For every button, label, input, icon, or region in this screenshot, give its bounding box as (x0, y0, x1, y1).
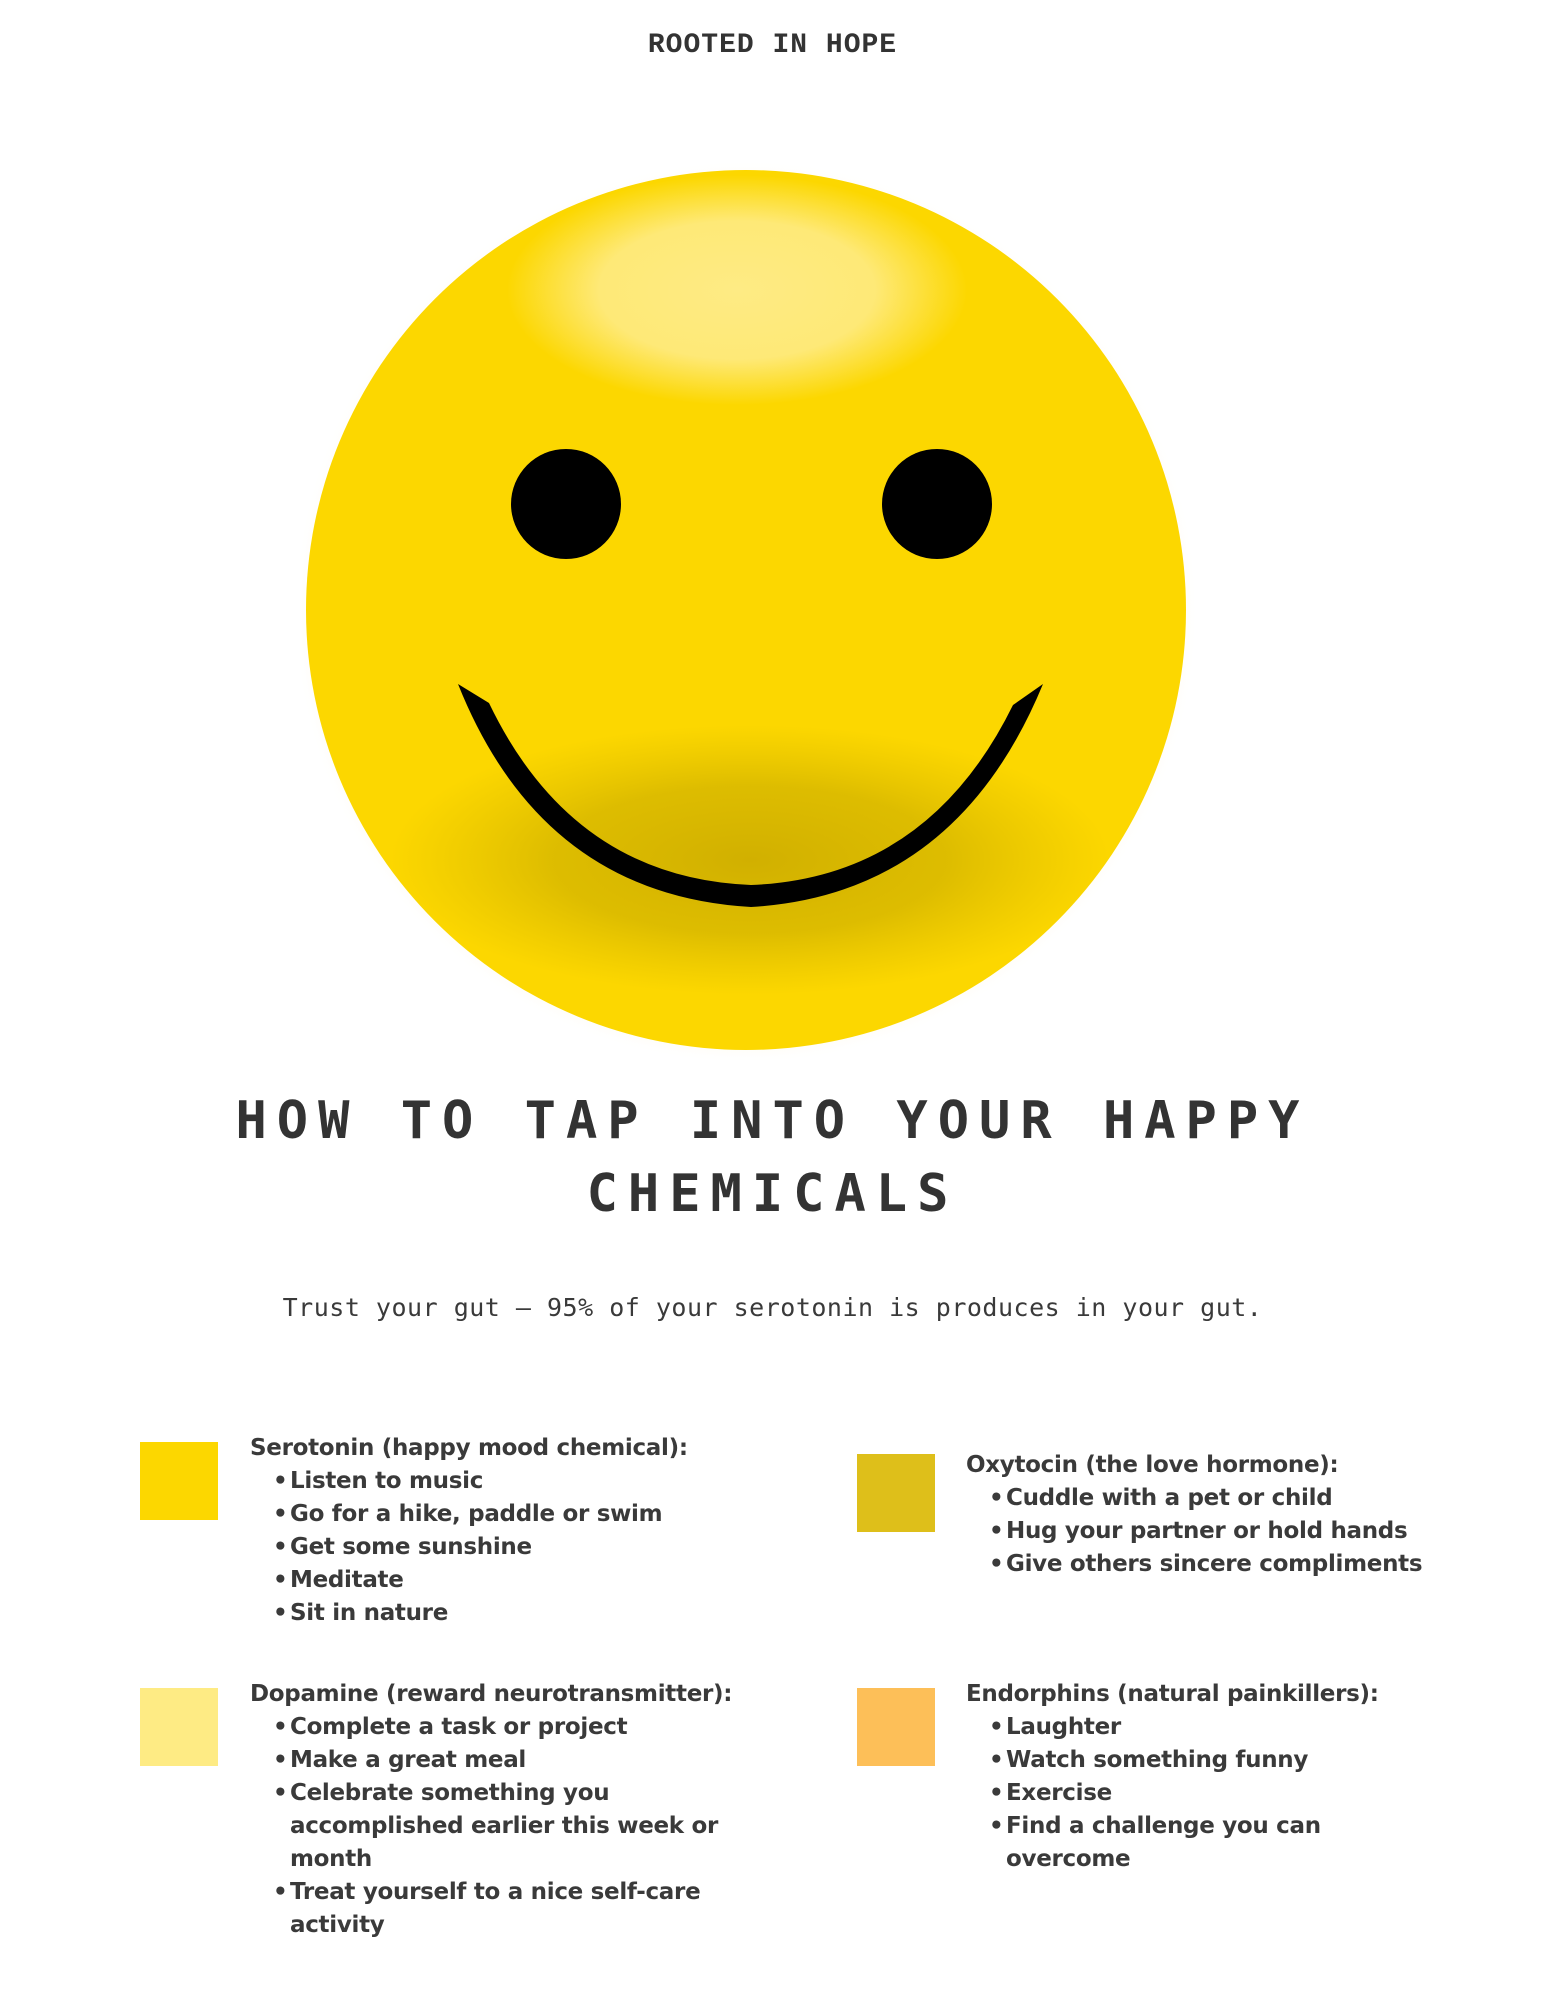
page-title-line-2: CHEMICALS (586, 1164, 959, 1224)
list-item: • Cuddle with a pet or child (1006, 1482, 1486, 1515)
smiley-face-icon (300, 160, 1200, 1060)
dopamine-color-swatch (140, 1688, 218, 1766)
serotonin-list (250, 1465, 770, 1630)
endorphins-list (966, 1711, 1486, 1876)
list-item: • Sit in nature (290, 1597, 770, 1630)
page-title-line-1: HOW TO TAP INTO YOUR HAPPY (235, 1091, 1310, 1151)
oxytocin-heading: Oxytocin (the love hormone): (966, 1452, 1339, 1478)
list-item: • Give others sincere compliments (1006, 1548, 1486, 1581)
endorphins-heading: Endorphins (natural painkillers): (966, 1681, 1379, 1707)
list-item: accomplished earlier this week or (290, 1813, 719, 1839)
list-item: • Hug your partner or hold hands (1006, 1515, 1486, 1548)
oxytocin-list (966, 1482, 1486, 1581)
list-item: • Watch something funny (1006, 1744, 1486, 1777)
list-item: • Find a challenge you can (1006, 1810, 1486, 1843)
list-item: month (290, 1846, 373, 1872)
page-title (0, 1085, 1545, 1231)
list-item: • Treat yourself to a nice self-care (290, 1876, 770, 1909)
list-item: • Get some sunshine (290, 1531, 770, 1564)
serotonin-heading: Serotonin (happy mood chemical): (250, 1435, 688, 1461)
list-item: • Exercise (1006, 1777, 1486, 1810)
list-item: • Meditate (290, 1564, 770, 1597)
list-item: • Make a great meal (290, 1744, 770, 1777)
dopamine-list (250, 1711, 770, 1942)
serotonin-color-swatch (140, 1442, 218, 1520)
list-item: • Celebrate something you (290, 1777, 770, 1810)
page-subtitle: Trust your gut — 95% of your serotonin is produces in your gut. (282, 1293, 1263, 1322)
list-item: activity (290, 1912, 385, 1938)
list-item: • Go for a hike, paddle or swim (290, 1498, 770, 1531)
endorphins-color-swatch (857, 1688, 935, 1766)
dopamine-heading: Dopamine (reward neurotransmitter): (250, 1681, 733, 1707)
list-item: • Complete a task or project (290, 1711, 770, 1744)
list-item: • Laughter (1006, 1711, 1486, 1744)
brand-title: ROOTED IN HOPE (647, 30, 898, 61)
oxytocin-color-swatch (857, 1454, 935, 1532)
list-item: overcome (1006, 1846, 1131, 1872)
list-item: • Listen to music (290, 1465, 770, 1498)
